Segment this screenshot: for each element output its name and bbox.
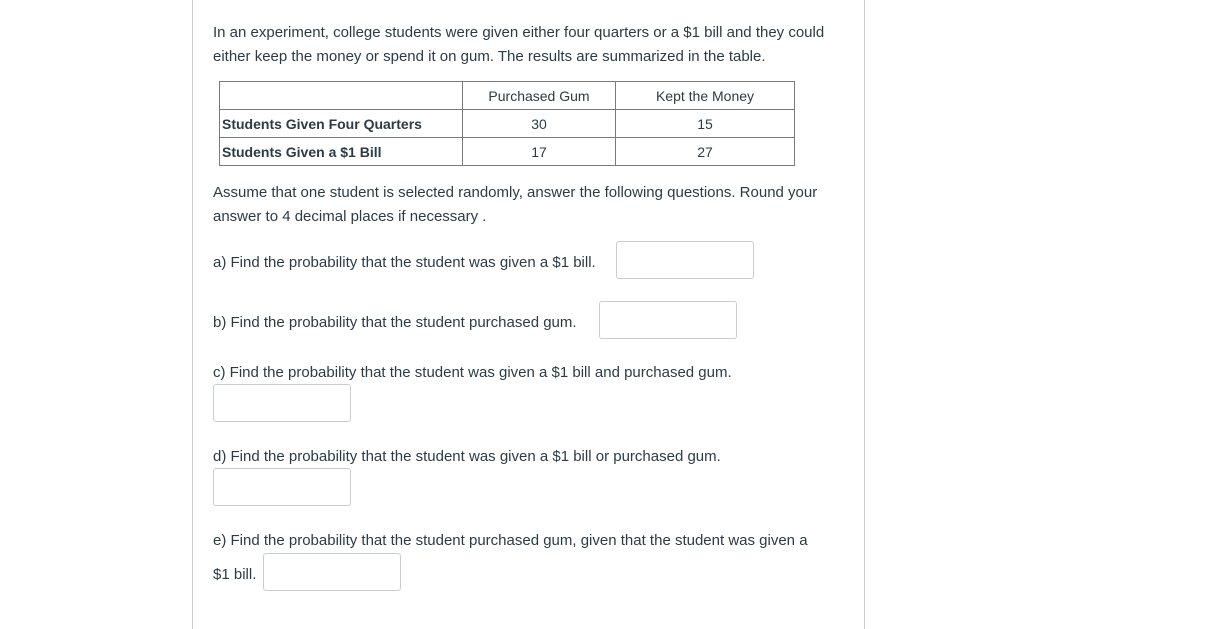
question-b: b) Find the probability that the student purchased gum.	[213, 314, 577, 331]
cell-bill-kept: 27	[616, 138, 795, 166]
question-d: d) Find the probability that the student was given a $1 bill or purchased gum.	[213, 448, 721, 465]
answer-a-input[interactable]	[616, 241, 754, 279]
table-header-row	[220, 82, 795, 110]
table-row	[220, 110, 795, 138]
answer-d-input[interactable]	[213, 468, 351, 506]
question-e: e) Find the probability that the student purchased gum, given that the student was given a	[213, 532, 808, 549]
instructions-text: Assume that one student is selected randomly, answer the following questions. Round your answer to 4 decimal places if necessary .	[213, 184, 818, 225]
row-label-dollar-bill: Students Given a $1 Bill	[220, 138, 463, 166]
cell-quarters-kept: 15	[616, 110, 795, 138]
answer-b-input[interactable]	[599, 301, 737, 339]
question-e-continued: $1 bill.	[213, 566, 257, 583]
question-panel	[192, 0, 865, 629]
table-header-kept-money: Kept the Money	[616, 82, 795, 110]
row-label-four-quarters: Students Given Four Quarters	[220, 110, 463, 138]
answer-c-input[interactable]	[213, 384, 351, 422]
cell-quarters-purchased: 30	[463, 110, 616, 138]
results-table	[219, 81, 795, 166]
intro-text: In an experiment, college students were given either four quarters or a $1 bill and they could either keep the money or spend it on gum. The results are summarized in the table.	[213, 24, 825, 65]
table-header-blank	[220, 82, 463, 110]
cell-bill-purchased: 17	[463, 138, 616, 166]
answer-e-input[interactable]	[263, 553, 401, 591]
table-header-purchased-gum: Purchased Gum	[463, 82, 616, 110]
question-c: c) Find the probability that the student was given a $1 bill and purchased gum.	[213, 364, 732, 381]
question-a: a) Find the probability that the student was given a $1 bill.	[213, 254, 596, 271]
table-row	[220, 138, 795, 166]
